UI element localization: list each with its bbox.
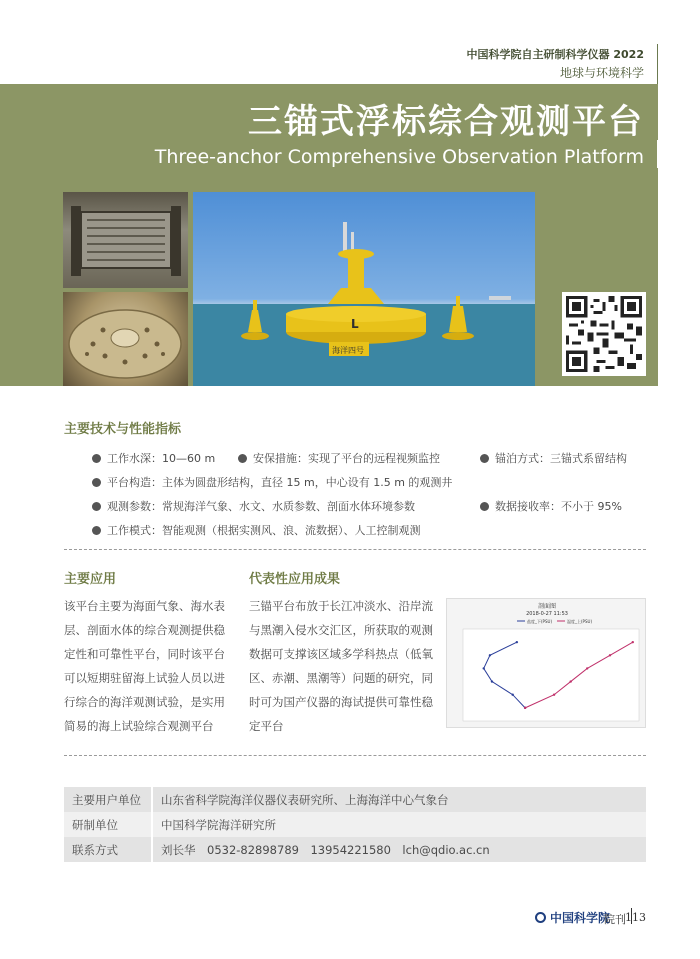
buoy-hull-mark: L [351, 317, 359, 331]
chart-title: 剖面图 [537, 603, 557, 610]
row-label: 研制单位 [64, 812, 152, 837]
plot-area [463, 629, 639, 721]
application-heading: 主要应用 [64, 572, 117, 587]
section-divider [64, 549, 646, 550]
row-label: 主要用户单位 [64, 787, 152, 812]
legend-label: 温度_上(PSU) [567, 619, 592, 624]
qr-code [562, 292, 646, 376]
table-row [64, 837, 646, 862]
tech-heading: 主要技术与性能指标 [64, 422, 182, 437]
results-text: 三锚平台布放于长江冲淡水、沿岸流 与黑潮入侵水交汇区，所获取的观测 数据可支撑该区域多学科热点（低氧 区、赤潮、黑潮等）问题的研究，同 时可为国产仪器的海试提供可靠性稳 定平台 [249, 599, 433, 733]
row-value: 中国科学院海洋研究所 [152, 812, 646, 837]
data-point [586, 667, 588, 669]
page-title: 三锚式浮标综合观测平台 [248, 102, 644, 142]
cas-logo: 中国科学院 [535, 909, 610, 926]
bullet-icon [92, 454, 101, 463]
page-number: 113 [625, 911, 646, 924]
data-point [569, 680, 571, 682]
tech-item: 锚泊方式：三锚式系留结构 [480, 450, 627, 466]
chart-legend [517, 618, 592, 624]
tech-item: 安保措施：实现了平台的远程视频监控 [238, 450, 440, 466]
tech-item: 工作模式：智能观测（根据实测风、浪、流数据）、人工控制观测 [92, 522, 421, 538]
tech-item: 工作水深：10—60 m [92, 450, 215, 466]
bullet-icon [92, 502, 101, 511]
field-label: 地球与环境科学 [559, 66, 644, 80]
section-divider [64, 755, 646, 756]
legend-label: 盐度_下(PSU) [527, 619, 552, 624]
data-point [632, 641, 634, 643]
bullet-icon [92, 526, 101, 535]
table-row [64, 812, 646, 837]
data-point [524, 707, 526, 709]
winch-photo [63, 192, 188, 288]
bullet-icon [480, 454, 489, 463]
series-label: 中国科学院自主研制科学仪器 2022 [466, 48, 644, 61]
anchor-plate-photo [63, 292, 188, 386]
results-heading: 代表性应用成果 [249, 572, 341, 587]
row-value: 山东省科学院海洋仪器仪表研究所、上海海洋中心气象台 [152, 787, 646, 812]
header-divider [657, 44, 658, 84]
buoy-name-label: 海洋四号 [332, 346, 364, 355]
bullet-icon [238, 454, 247, 463]
tech-item: 平台构造：主体为圆盘形结构，直径 15 m，中心设有 1.5 m 的观测井 [92, 474, 452, 490]
contact-table [64, 787, 646, 862]
data-point [516, 641, 518, 643]
chart-subtitle: 2018-0-27 11:53 [526, 611, 568, 617]
application-text: 该平台主要为海面气象、海水表 层、剖面水体的综合观测提供稳 定性和可靠性平台，同时该平台 可以短期驻留海上试验人员以进 行综合的海洋观测试验，是实用 简易的海上试验综合观测平台 [64, 599, 225, 733]
data-point [489, 654, 491, 656]
data-point [483, 667, 485, 669]
cas-emblem-icon [535, 912, 546, 923]
tech-item: 数据接收率：不小于 95% [480, 498, 622, 514]
page-title-english: Three-anchor Comprehensive Observation Platform [154, 146, 644, 168]
journal-label: 院刊 [604, 913, 626, 926]
bullet-icon [92, 478, 101, 487]
profile-chart [446, 598, 646, 728]
title-divider [657, 140, 658, 168]
data-point [511, 694, 513, 696]
data-point [553, 694, 555, 696]
bullet-icon [480, 502, 489, 511]
buoy-platform-photo [193, 192, 535, 386]
row-value: 刘长华 0532-82898789 13954221580 lch@qdio.ac.cn [152, 837, 646, 862]
data-point [609, 654, 611, 656]
tech-item: 观测参数：常规海洋气象、水文、水质参数、剖面水体环境参数 [92, 498, 415, 514]
data-point [491, 680, 493, 682]
table-row [64, 787, 646, 812]
row-label: 联系方式 [64, 837, 152, 862]
